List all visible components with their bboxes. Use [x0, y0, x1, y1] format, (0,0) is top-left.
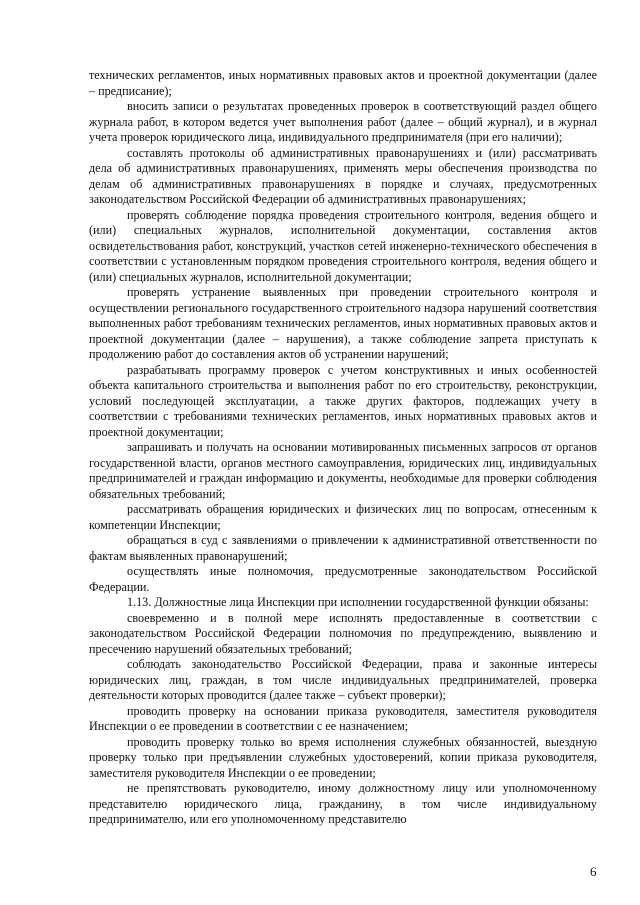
paragraph: разрабатывать программу проверок с учетом конструктивных и иных особенностей объекта капитального строительства и выполнения работ по его строительству, реконструкции, условий последующей эксплуатации, а также других факторов, подлежащих учету в соответствии с требованиями технических регламентов, иных нормативных правовых актов и проектной документации;	[89, 362, 597, 439]
paragraph: запрашивать и получать на основании мотивированных письменных запросов от органов государственной власти, органов местного самоуправления, юридических лиц, индивидуальных предпринимателей и граждан информацию и документы, необходимые для проверки соблюдения обязательных требований;	[89, 440, 597, 501]
paragraph: вносить записи о результатах проведенных проверок в соответствующий раздел общего журнала работ, в котором ведется учет выполнения работ (далее – общий журнал), и в журнал учета проверок юридического лица, индивидуального предпринимателя (при его наличии);	[89, 99, 597, 144]
paragraph: проверять соблюдение порядка проведения строительного контроля, ведения общего и (или) специальных журналов, исполнительной документации, составления актов освидетельствования работ, конструкций, участков сетей инженерно-технического обеспечения в соответствии с установленным порядком проведения строительного контроля, ведения общего и (или) специальных журналов, исполнительной документации;	[89, 207, 597, 284]
paragraph: проверять устранение выявленных при проведении строительного контроля и осуществлении регионального государственного строительного надзора нарушений соответствия выполненных работ требованиям технических регламентов, иных нормативных правовых актов и проектной документации (далее – нарушения), а также соблюдение запрета приступать к продолжению работ до составления актов об устранении нарушений;	[89, 285, 597, 361]
paragraph: обращаться в суд с заявлениями о привлечении к административной ответственности по фактам выявленных правонарушений;	[89, 533, 597, 563]
paragraph: проводить проверку на основании приказа руководителя, заместителя руководителя Инспекции о ее проведении в соответствии с ее назначением;	[89, 703, 597, 733]
section-heading-paragraph: 1.13. Должностные лица Инспекции при исполнении государственной функции обязаны:	[127, 595, 589, 609]
paragraph: составлять протоколы об административных правонарушениях и (или) рассматривать дела об административных правонарушениях, применять меры обеспечения производства по делам об административных правонарушениях в порядке и случаях, предусмотренных законодательством Российской Федерации об административных правонарушениях;	[89, 145, 597, 206]
paragraph-continuation: технических регламентов, иных нормативных правовых актов и проектной документации (далее – предписание);	[89, 68, 597, 98]
paragraph: не препятствовать руководителю, иному должностному лицу или уполномоченному представителю юридического лица, гражданину, в том числе индивидуальному предпринимателю, или его уполномоченному представителю	[89, 781, 597, 826]
paragraph: рассматривать обращения юридических и физических лиц по вопросам, отнесенным к компетенции Инспекции;	[89, 502, 597, 532]
document-body	[89, 68, 597, 828]
paragraph: соблюдать законодательство Российской Федерации, права и законные интересы юридических лиц, граждан, в том числе индивидуальных предпринимателей, проверка деятельности которых проводится (далее также – субъект проверки);	[89, 657, 597, 702]
paragraph: проводить проверку только во время исполнения служебных обязанностей, выездную проверку только при предъявлении служебных удостоверений, копии приказа руководителя, заместителя руководителя Инспекции о ее проведении;	[89, 734, 597, 780]
paragraph: своевременно и в полной мере исполнять предоставленные в соответствии с законодательством Российской Федерации полномочия по предупреждению, выявлению и пресечению нарушений обязательных требований;	[89, 610, 597, 656]
paragraph: осуществлять иные полномочия, предусмотренные законодательством Российской Федерации.	[89, 564, 597, 594]
page-number: 6	[590, 864, 597, 879]
